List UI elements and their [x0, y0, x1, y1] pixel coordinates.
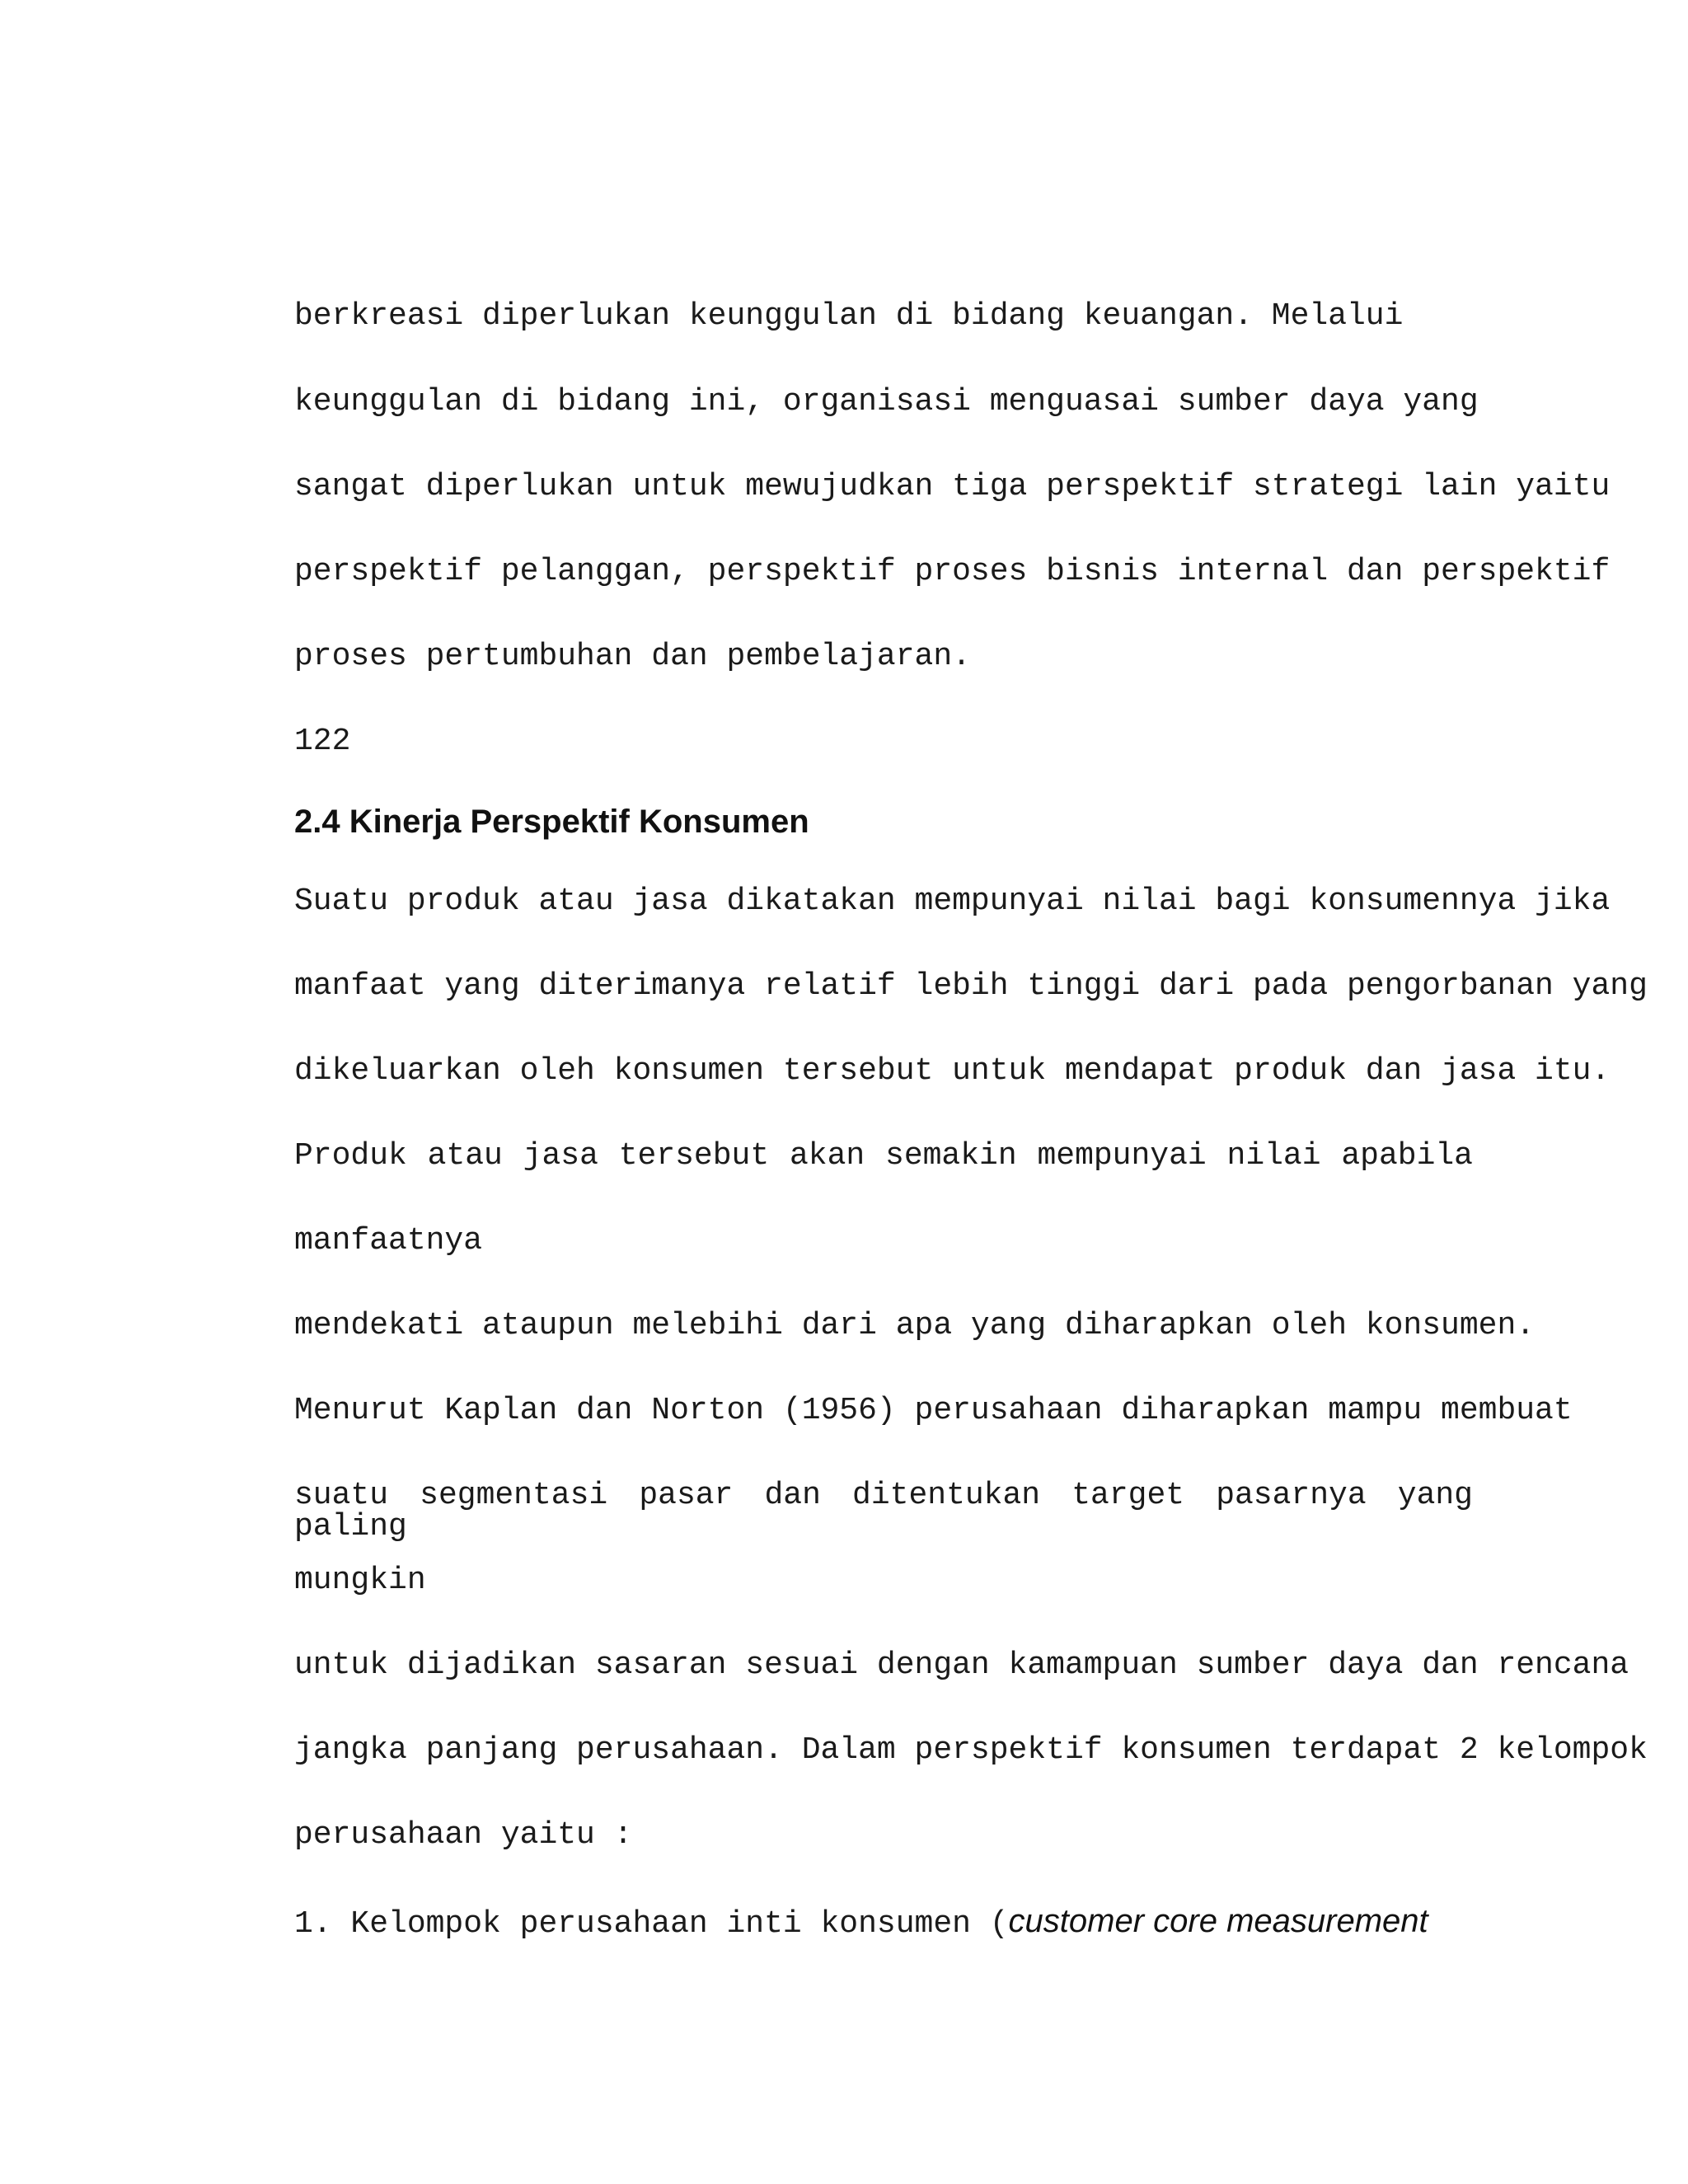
- paragraph-line: berkreasi diperlukan keunggulan di bidang keuangan. Melalui: [294, 298, 1404, 334]
- paragraph-line: manfaat yang diterimanya relatif lebih tinggi dari pada pengorbanan yang: [294, 968, 1648, 1004]
- paragraph-line: Produk atau jasa tersebut akan semakin mempunyai nilai apabila: [294, 1138, 1473, 1174]
- paragraph-line: Menurut Kaplan dan Norton (1956) perusahaan diharapkan mampu membuat: [294, 1393, 1573, 1428]
- paragraph-line: keunggulan di bidang ini, organisasi menguasai sumber daya yang: [294, 384, 1479, 419]
- list-item-text: 1. Kelompok perusahaan inti konsumen (: [294, 1906, 1009, 1942]
- paragraph-line: untuk dijadikan sasaran sesuai dengan kamampuan sumber daya dan rencana: [294, 1647, 1629, 1683]
- list-item: [294, 1905, 1428, 1940]
- paragraph-line: sangat diperlukan untuk mewujudkan tiga perspektif strategi lain yaitu: [294, 469, 1611, 504]
- paragraph-line: manfaatnya: [294, 1223, 483, 1258]
- paragraph-line: perspektif pelanggan, perspektif proses bisnis internal dan perspektif: [294, 554, 1611, 589]
- section-heading: 2.4 Kinerja Perspektif Konsumen: [294, 804, 809, 840]
- paragraph-line: jangka panjang perusahaan. Dalam perspektif konsumen terdapat 2 kelompok: [294, 1732, 1648, 1768]
- italic-term: customer core measurement: [1008, 1903, 1428, 1939]
- paragraph-line: suatu segmentasi pasar dan ditentukan target pasarnya yang paling: [294, 1478, 1473, 1544]
- paragraph-line: mendekati ataupun melebihi dari apa yang diharapkan oleh konsumen.: [294, 1308, 1536, 1343]
- paragraph-line: mungkin: [294, 1563, 426, 1598]
- paragraph-line: Suatu produk atau jasa dikatakan mempunyai nilai bagi konsumennya jika: [294, 883, 1611, 919]
- paragraph-line: proses pertumbuhan dan pembelajaran.: [294, 639, 971, 674]
- paragraph-line: dikeluarkan oleh konsumen tersebut untuk mendapat produk dan jasa itu.: [294, 1053, 1611, 1089]
- page-number: 122: [294, 724, 351, 759]
- paragraph-line: perusahaan yaitu :: [294, 1817, 633, 1853]
